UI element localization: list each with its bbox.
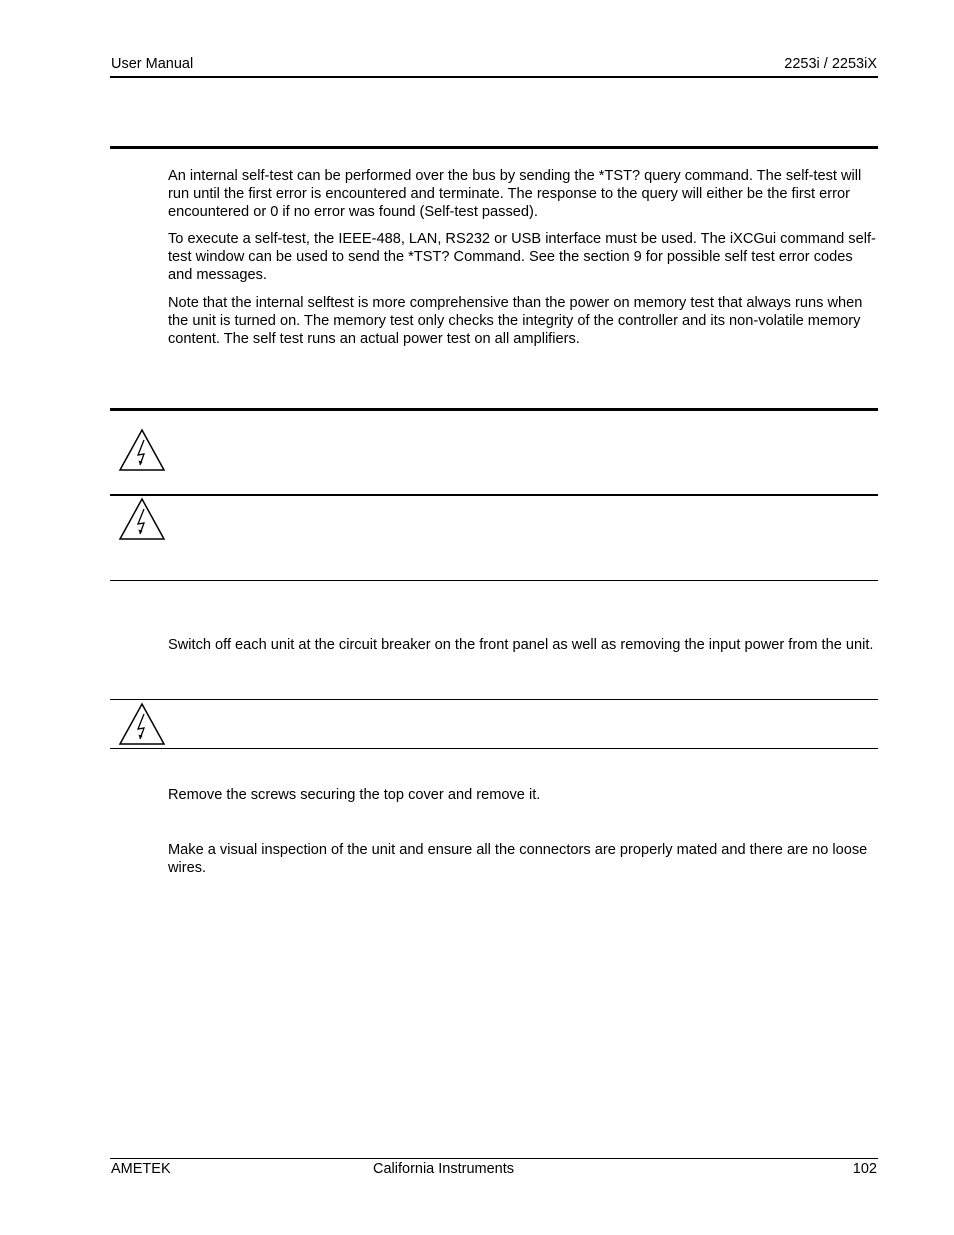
selftest-paragraph-3: Note that the internal selftest is more comprehensive than the power on memory test that always runs when the unit is turned on. The memory test only checks the integrity of the controller and its non-volatile memory content. The self test runs an actual power test on all amplifiers. bbox=[168, 295, 863, 348]
high-voltage-warning-icon bbox=[118, 702, 166, 746]
warning-box-top-rule bbox=[110, 699, 878, 700]
footer-rule bbox=[110, 1158, 878, 1159]
warning-divider bbox=[110, 494, 878, 496]
warning-box-bottom-rule bbox=[110, 748, 878, 749]
selftest-paragraph-1: An internal self-test can be performed over the bus by sending the *TST? query command. The self-test will run until the first error is encountered and terminate. The response to the query will either be the first error encountered or 0 if no error was found (Self-test passed). bbox=[168, 168, 862, 221]
header-right: 2253i / 2253iX bbox=[784, 56, 877, 72]
section-rule-warnings bbox=[110, 408, 878, 411]
high-voltage-warning-icon bbox=[118, 428, 166, 472]
step-inspect: Make a visual inspection of the unit and ensure all the connectors are properly mated and there are no loose wires. bbox=[168, 842, 868, 877]
footer-left: AMETEK bbox=[111, 1161, 171, 1177]
step-remove-cover: Remove the screws securing the top cover and remove it. bbox=[168, 787, 541, 803]
section-rule-selftest bbox=[110, 146, 878, 149]
page-number: 102 bbox=[852, 1161, 877, 1177]
footer-center: California Instruments bbox=[373, 1161, 515, 1177]
header-rule bbox=[110, 76, 878, 78]
high-voltage-warning-icon bbox=[118, 497, 166, 541]
selftest-paragraph-2: To execute a self-test, the IEEE-488, LAN, RS232 or USB interface must be used. The iXCGui command self-test window can be used to send the *TST? Command. See the section 9 for possible self test error codes and messages. bbox=[168, 231, 876, 284]
step-switch-off: Switch off each unit at the circuit breaker on the front panel as well as removing the input power from the unit. bbox=[168, 637, 874, 653]
header-left: User Manual bbox=[111, 56, 194, 72]
warning-bottom-rule bbox=[110, 580, 878, 581]
